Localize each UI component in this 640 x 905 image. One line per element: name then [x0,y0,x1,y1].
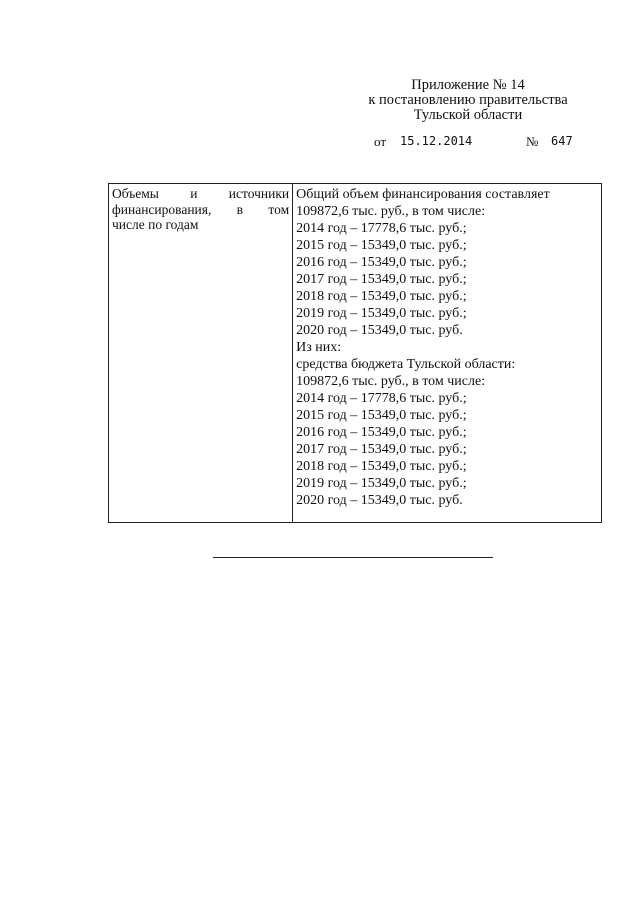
financing-value-cell [293,184,602,523]
resolution-date-number [374,134,584,152]
label-line: Объемы и источники [112,186,290,201]
value-line: 2018 год – 15349,0 тыс. руб.; [296,459,467,474]
closing-divider [213,557,493,558]
value-line: 2020 год – 15349,0 тыс. руб. [296,323,463,338]
label-line: финансирования, в том [112,201,290,217]
value-line: 2014 год – 17778,6 тыс. руб.; [296,221,467,236]
value-line: средства бюджета Тульской области: [296,357,516,372]
value-line: 2017 год – 15349,0 тыс. руб.; [296,272,467,287]
appendix-number: Приложение № 14 [411,77,525,93]
table-row [109,184,602,523]
value-line: 2015 год – 15349,0 тыс. руб.; [296,238,467,253]
appendix-reference: к постановлению правительства [368,92,568,108]
value-line: 109872,6 тыс. руб., в том числе: [296,374,486,389]
resolution-date: 15.12.2014 [400,134,473,148]
resolution-number: 647 [551,134,573,148]
appendix-header [360,78,576,123]
financing-label-cell [109,184,293,523]
appendix-region: Тульской области [413,107,523,123]
value-line: 2014 год – 17778,6 тыс. руб.; [296,391,467,406]
financing-table [108,183,602,523]
value-line: 2018 год – 15349,0 тыс. руб.; [296,289,467,304]
value-line: Из них: [296,340,342,355]
value-line: Общий объем финансирования составляет [296,187,550,202]
value-line: 2016 год – 15349,0 тыс. руб.; [296,255,467,270]
value-line: 2019 год – 15349,0 тыс. руб.; [296,476,467,491]
label-line: числе по годам [112,217,199,232]
value-line: 2019 год – 15349,0 тыс. руб.; [296,306,467,321]
number-prefix: № [526,134,539,149]
value-line: 2015 год – 15349,0 тыс. руб.; [296,408,467,423]
value-line: 2017 год – 15349,0 тыс. руб.; [296,442,467,457]
value-line: 2016 год – 15349,0 тыс. руб.; [296,425,467,440]
value-line: 109872,6 тыс. руб., в том числе: [296,204,486,219]
date-prefix: от [374,134,387,149]
value-line: 2020 год – 15349,0 тыс. руб. [296,493,463,508]
